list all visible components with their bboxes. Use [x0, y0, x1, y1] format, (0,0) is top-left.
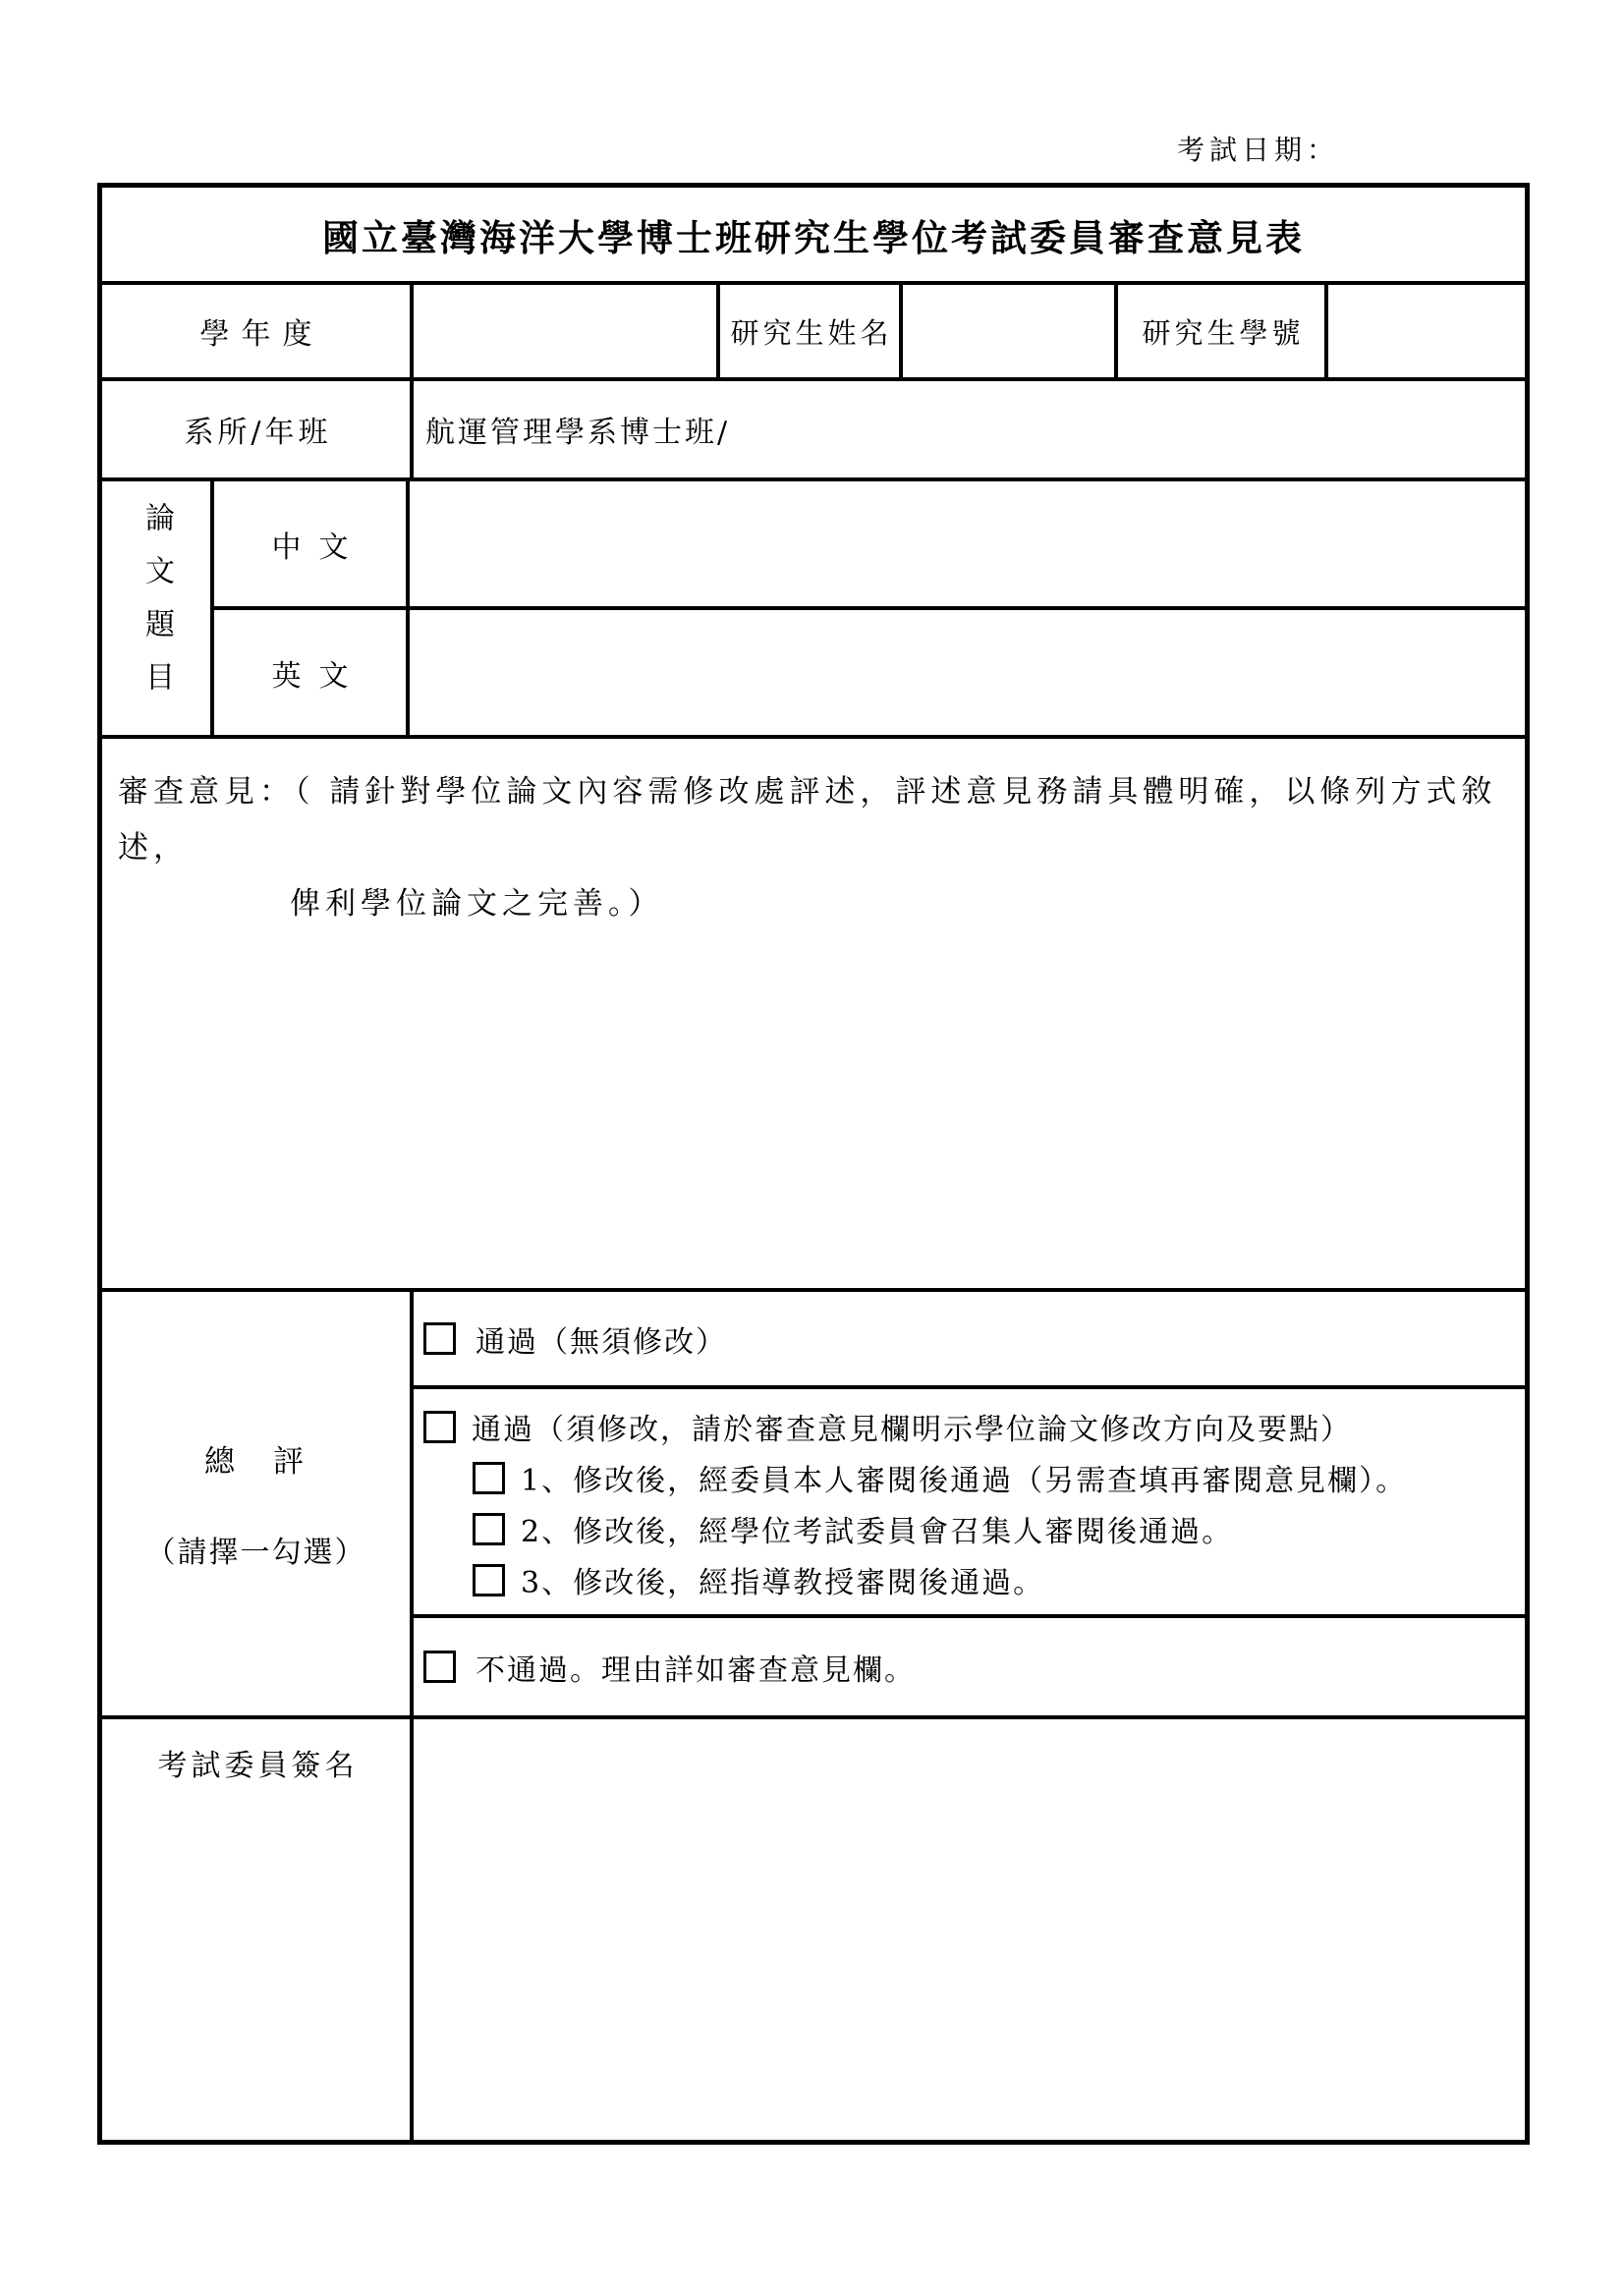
thesis-title-rows [102, 481, 1525, 739]
overall-options [414, 1292, 1525, 1715]
thesis-english-label: 英文 [214, 610, 410, 735]
option-fail-label: 不通過。理由詳如審查意見欄。 [476, 1652, 916, 1688]
thesis-title-group-label: 論文題目 [102, 481, 214, 735]
checkbox-fail[interactable] [423, 1651, 456, 1683]
option-pass-no-revision-row [414, 1292, 1525, 1389]
form-title: 國立臺灣海洋大學博士班研究生學位考試委員審查意見表 [322, 215, 1305, 259]
department-label: 系所/年班 [102, 381, 414, 477]
checkbox-pass-with-revision[interactable] [423, 1411, 456, 1443]
review-section [102, 739, 1525, 1292]
checkbox-sub-option-1[interactable] [473, 1462, 505, 1494]
overall-evaluation-section [102, 1292, 1525, 1719]
academic-year-label: 學年度 [102, 285, 414, 377]
review-instruction [102, 739, 1525, 932]
academic-year-field[interactable] [414, 285, 720, 377]
thesis-chinese-row [214, 481, 1525, 610]
review-instruction-line2: 俾利學位論文之完善。） [290, 886, 664, 922]
sub-option-2-label: 2、修改後，經學位考試委員會召集人審閱後通過。 [521, 1515, 1234, 1549]
checkbox-sub-option-2[interactable] [473, 1513, 505, 1545]
info-row [102, 285, 1525, 381]
department-row [102, 381, 1525, 481]
examiner-signature-field[interactable] [414, 1719, 1525, 2140]
student-id-label: 研究生學號 [1118, 285, 1328, 377]
sub-option-3-label: 3、修改後，經指導教授審閱後通過。 [521, 1566, 1045, 1600]
overall-label-cell [102, 1292, 414, 1715]
student-name-field[interactable] [903, 285, 1118, 377]
student-name-label: 研究生姓名 [720, 285, 903, 377]
thesis-chinese-label: 中文 [214, 481, 410, 606]
sub-option-2-line [473, 1503, 1525, 1554]
thesis-chinese-field[interactable] [410, 481, 1525, 606]
option-fail-row [414, 1618, 1525, 1715]
student-id-field[interactable] [1328, 285, 1525, 377]
exam-date-label: 考試日期： [1177, 134, 1340, 166]
overall-label: 總 評 [204, 1444, 308, 1480]
sub-option-1-line [473, 1452, 1525, 1503]
option-pass-with-revision-label: 通過（須修改，請於審查意見欄明示學位論文修改方向及要點） [472, 1413, 1352, 1447]
review-instruction-line1: 審查意見：（ 請針對學位論文內容需修改處評述，評述意見務請具體明確，以條列方式敘述， [118, 774, 1497, 866]
option-pass-with-revision-row [414, 1389, 1525, 1618]
examiner-signature-label: 考試委員簽名 [102, 1719, 414, 2140]
checkbox-sub-option-3[interactable] [473, 1564, 505, 1596]
thesis-title-right [214, 481, 1525, 735]
sub-option-3-line [473, 1554, 1525, 1605]
option-pass-no-revision-label: 通過（無須修改） [476, 1324, 727, 1360]
overall-sublabel: （請擇一勾選） [145, 1536, 366, 1570]
review-content-area[interactable] [102, 932, 1525, 1288]
thesis-english-row [214, 610, 1525, 735]
checkbox-pass-no-revision[interactable] [423, 1322, 456, 1355]
option-pass-with-revision-line [423, 1401, 1525, 1452]
sub-option-1-label: 1、修改後，經委員本人審閱後通過（另需查填再審閱意見欄）。 [521, 1464, 1408, 1498]
title-row [102, 188, 1525, 285]
department-value: 航運管理學系博士班/ [425, 416, 731, 450]
signature-row [102, 1719, 1525, 2140]
review-form-table [97, 183, 1530, 2145]
thesis-english-field[interactable] [410, 610, 1525, 735]
